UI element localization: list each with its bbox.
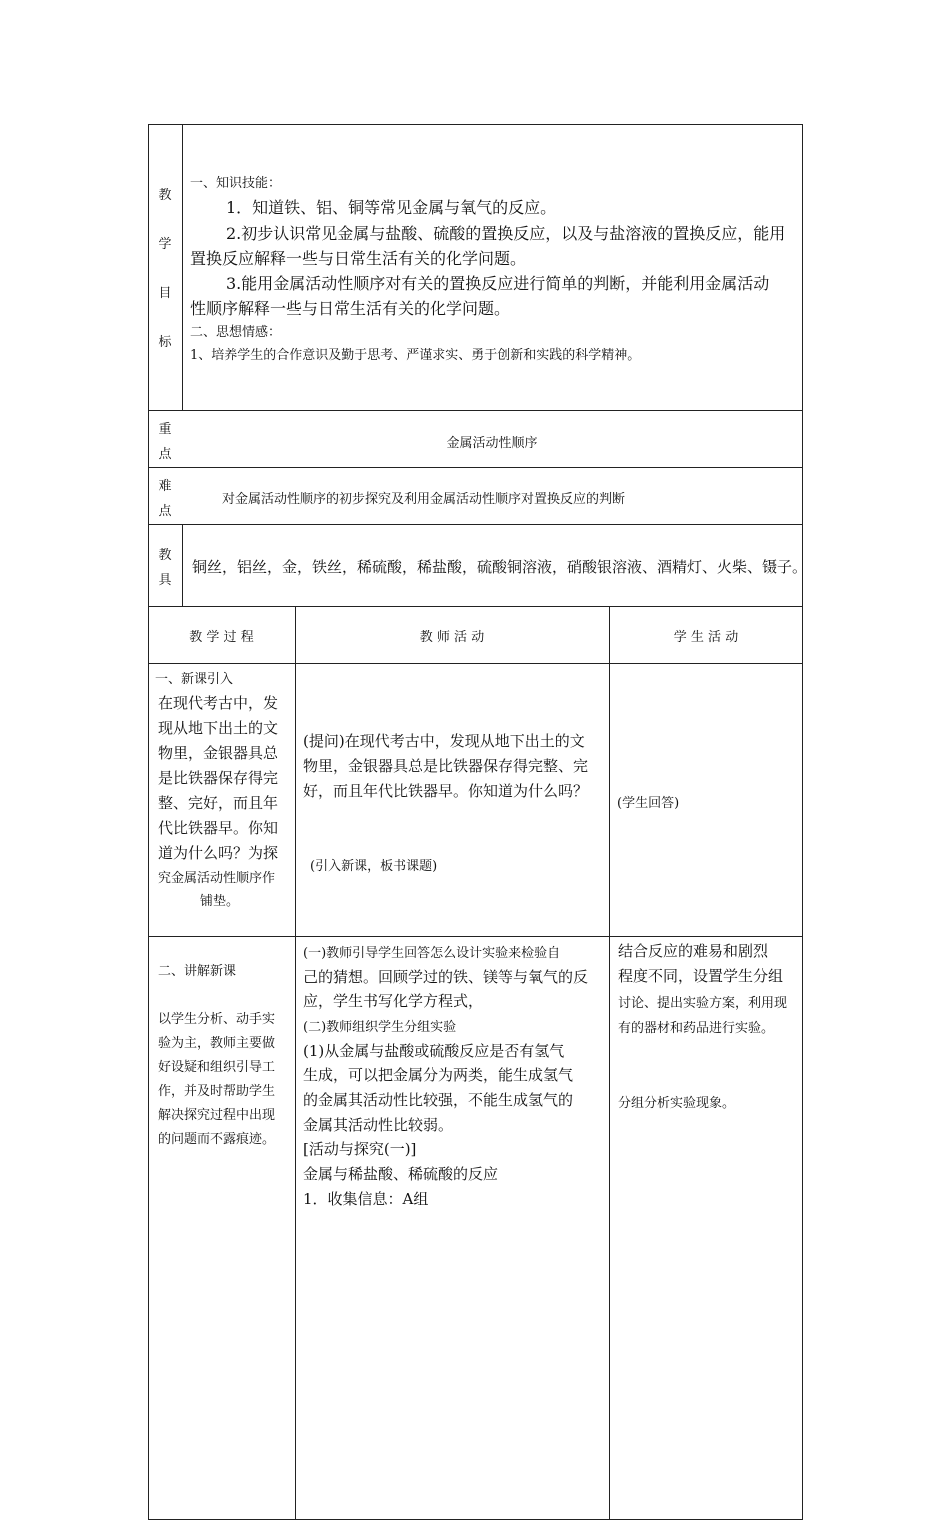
row2-student-note: 分组分析实验现象。 — [618, 1096, 736, 1111]
row1-process-line: 铺垫。 — [200, 894, 240, 909]
row1-teacher-line: 好，而且年代比铁器早。你知道为什么吗？ — [303, 782, 589, 800]
row1-process-line: 物里，金银器具总 — [158, 744, 279, 762]
label-column-divider — [182, 524, 183, 606]
row1-teacher-line: 物里，金银器具总是比铁器保存得完整、完 — [303, 757, 589, 775]
row2-student-line: 有的器材和药品进行实验。 — [618, 1021, 775, 1036]
row2-teacher-line: 1．收集信息：A组 — [303, 1190, 429, 1208]
row-divider — [148, 936, 803, 937]
difficulty-text: 对金属活动性顺序的初步探究及利用金属活动性顺序对置换反应的判断 — [222, 492, 626, 507]
row1-process-line: 道为什么吗？为探 — [158, 844, 279, 862]
header-student-activity: 学 生 活 动 — [673, 630, 739, 645]
row2-process-line: 以学生分析、动手实 — [158, 1012, 276, 1027]
row2-teacher-line: (1)从金属与盐酸或硫酸反应是否有氢气 — [303, 1042, 565, 1060]
goals-item-2-line2: 置换反应解释一些与日常生活有关的化学问题。 — [190, 249, 527, 268]
row1-process-line: 现从地下出土的文 — [158, 719, 279, 737]
row2-process-line: 的问题而不露痕迹。 — [158, 1132, 276, 1147]
goals-item-4: 1、培养学生的合作意识及勤于思考、严谨求实、勇于创新和实践的科学精神。 — [190, 348, 641, 363]
row1-process-line: 是比铁器保存得完 — [158, 769, 279, 787]
difficulty-label: 难 点 — [158, 479, 172, 519]
row-divider — [148, 524, 803, 525]
row1-process-line: 在现代考古中，发 — [158, 694, 279, 712]
row-divider — [148, 467, 803, 468]
row-divider — [148, 606, 803, 607]
process-column-divider — [609, 606, 610, 1520]
row2-teacher-line: 金属与稀盐酸、稀硫酸的反应 — [303, 1165, 499, 1183]
process-column-divider — [295, 606, 296, 1520]
row1-process-line: 究金属活动性顺序作 — [158, 871, 276, 886]
goals-item-3-line1: 3.能用金属活动性顺序对有关的置换反应进行简单的判断，并能利用金属活动 — [226, 274, 770, 293]
goals-item-3-line2: 性顺序解释一些与日常生活有关的化学问题。 — [190, 299, 511, 318]
goals-item-1: 1．知道铁、铝、铜等常见金属与氧气的反应。 — [226, 198, 557, 217]
row2-process-line: 作，并及时帮助学生 — [158, 1084, 276, 1099]
tools-label: 教 具 — [158, 548, 172, 588]
row2-process-line: 验为主，教师主要做 — [158, 1036, 276, 1051]
row2-teacher-line: 生成，可以把金属分为两类，能生成氢气 — [303, 1066, 574, 1084]
row2-process-line: 解决探究过程中出现 — [158, 1108, 276, 1123]
key-point-label: 重 点 — [158, 422, 172, 462]
goals-section2-title: 二、思想情感： — [190, 325, 282, 340]
goals-section1-title: 一、知识技能： — [190, 176, 282, 191]
label-column-divider — [182, 124, 183, 410]
row2-process-line: 好设疑和组织引导工 — [158, 1060, 276, 1075]
row2-title: 二、讲解新课 — [158, 964, 237, 979]
tools-text: 铜丝，铝丝，金，铁丝，稀硫酸，稀盐酸，硫酸铜溶液，硝酸银溶液、酒精灯、火柴、镊子。 — [192, 558, 808, 576]
row-divider — [148, 663, 803, 664]
row-divider — [148, 410, 803, 411]
row2-teacher-line: 应，学生书写化学方程式， — [303, 992, 484, 1010]
row2-teacher-line: (一)教师引导学生回答怎么设计实验来检验自 — [303, 946, 561, 961]
row1-student-activity: (学生回答) — [617, 796, 680, 811]
row2-student-line: 讨论、提出实验方案，利用现 — [618, 996, 788, 1011]
row1-process-line: 整、完好，而且年 — [158, 794, 279, 812]
row2-student-line: 程度不同，设置学生分组 — [618, 967, 784, 985]
row2-student-line: 结合反应的难易和剧烈 — [618, 942, 769, 960]
row2-teacher-line: [活动与探究(一)] — [303, 1140, 417, 1158]
header-teacher-activity: 教 师 活 动 — [419, 630, 485, 645]
key-point-text: 金属活动性顺序 — [446, 436, 538, 451]
row1-title: 一、新课引入 — [155, 672, 234, 687]
row2-teacher-line: 的金属其活动性比较强，不能生成氢气的 — [303, 1091, 574, 1109]
row2-teacher-line: 金属其活动性比较弱。 — [303, 1116, 454, 1134]
row1-teacher-line: (提问)在现代考古中，发现从地下出土的文 — [303, 732, 585, 750]
row2-teacher-line: 己的猜想。回顾学过的铁、镁等与氧气的反 — [303, 968, 589, 986]
row1-process-line: 代比铁器早。你知 — [158, 819, 279, 837]
row2-teacher-line: (二)教师组织学生分组实验 — [303, 1020, 457, 1035]
header-teaching-process: 教 学 过 程 — [189, 630, 254, 645]
goals-label: 教 学 目 标 — [158, 188, 172, 350]
row1-teacher-note: (引入新课，板书课题) — [310, 859, 438, 874]
goals-item-2-line1: 2.初步认识常见金属与盐酸、硫酸的置换反应，以及与盐溶液的置换反应，能用 — [226, 224, 786, 243]
